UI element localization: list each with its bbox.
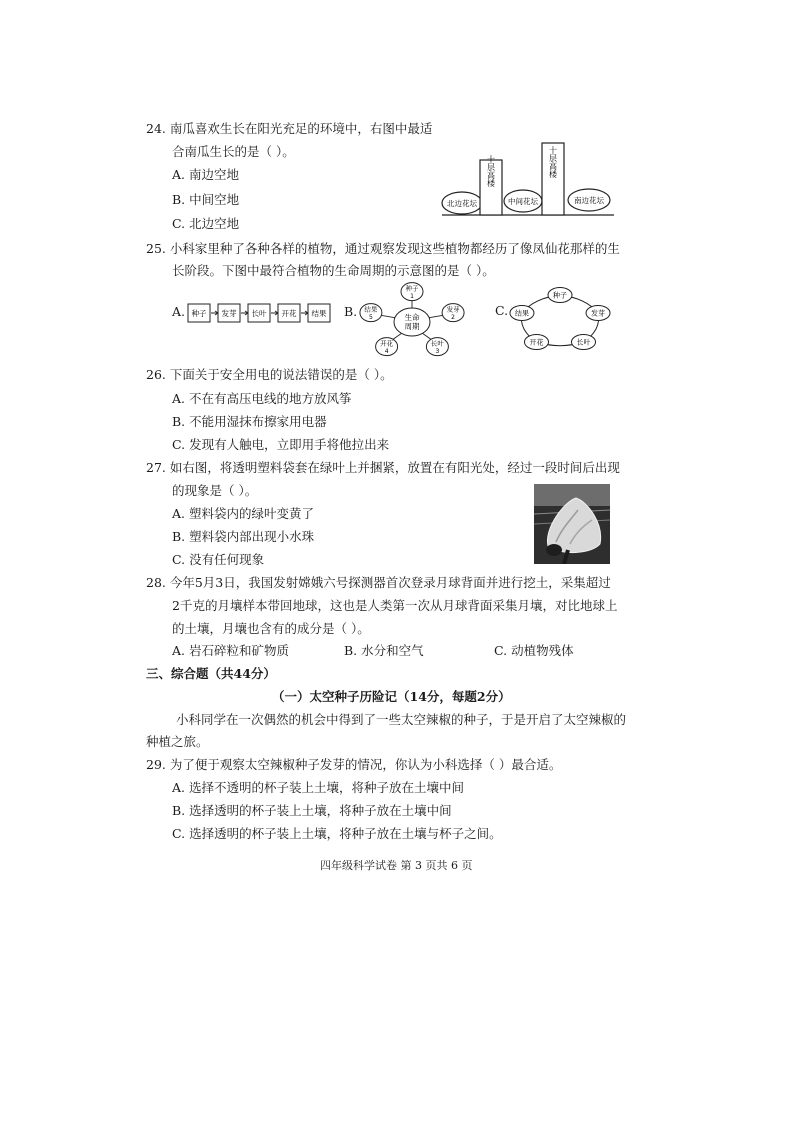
q26-option-c: C. 发现有人触电，立即用手将他拉出来 [172, 437, 390, 452]
section3-title: 三、综合题（共44分） [146, 666, 276, 681]
q25-stem-line1: 25. 小科家里种了各种各样的植物，通过观察发现这些植物都经历了像凤仙花那样的生 [146, 241, 620, 256]
q28-option-a: A. 岩石碎粒和矿物质 [172, 643, 289, 658]
cycle-b-center-label: 生命 [404, 313, 420, 322]
q26-option-a: A. 不在有高压电线的地方放风筝 [172, 391, 352, 406]
q27-photo-bagged-leaves [534, 484, 610, 564]
q25-label-b: B. [344, 304, 358, 319]
cycle-b-node-name: 结果 [364, 305, 378, 314]
q24-option-c: C. 北边空地 [172, 216, 240, 231]
q29-option-c: C. 选择透明的杯子装上土壤，将种子放在土壤与杯子之间。 [172, 826, 502, 841]
q24-stem-line2: 合南瓜生长的是（ ）。 [172, 144, 295, 159]
cycle-b-center-label: 周期 [404, 322, 420, 331]
q24-stem-line1: 24. 南瓜喜欢生长在阳光充足的环境中，右图中最适 [146, 121, 433, 136]
q27-stem-line2: 的现象是（ ）。 [172, 483, 258, 498]
south-bed-label: 南边花坛 [574, 196, 604, 205]
cycle-b-node-number: 2 [451, 314, 455, 322]
q24-option-a: A. 南边空地 [172, 167, 239, 182]
section3-intro-line2: 种植之旅。 [146, 734, 209, 749]
cycle-b-node-number: 5 [369, 314, 373, 322]
chain-a-stage-label: 种子 [191, 309, 207, 318]
chain-a-stage-label: 结果 [311, 309, 327, 318]
chain-a-stage-label: 开花 [281, 309, 297, 318]
cycle-c-stage-label: 发芽 [591, 309, 606, 318]
q29-option-a: A. 选择不透明的杯子装上土壤，将种子放在土壤中间 [172, 780, 464, 795]
q25-stem-line2: 长阶段。下图中最符合植物的生命周期的示意图的是（ ）。 [172, 263, 495, 278]
q28-stem-line3: 的土壤，月壤也含有的成分是（ ）。 [172, 621, 370, 636]
north-bed-label: 北边花坛 [447, 199, 477, 208]
q26-option-b: B. 不能用湿抹布擦家用电器 [172, 414, 327, 429]
cycle-b-node-name: 发芽 [446, 305, 460, 314]
q25-figure-a-chain [186, 300, 336, 328]
cycle-c-stage-label: 开花 [529, 338, 544, 347]
q25-figure-b-cycle [356, 282, 468, 360]
cycle-b-node-name: 开花 [380, 339, 394, 348]
cycle-b-node-name: 种子 [405, 284, 419, 293]
section3-subtitle: （一）太空种子历险记（14分，每题2分） [272, 689, 511, 704]
q29-stem: 29. 为了便于观察太空辣椒种子发芽的情况，你认为小科选择（ ）最合适。 [146, 757, 562, 772]
q25-label-a: A. [172, 304, 186, 319]
cycle-b-node-number: 1 [410, 293, 414, 301]
section3-intro-line1: 小科同学在一次偶然的机会中得到了一些太空辣椒的种子，于是开启了太空辣椒的 [176, 712, 627, 727]
chain-a-stage-label: 长叶 [251, 309, 267, 318]
q28-stem-line2: 2千克的月壤样本带回地球，这也是人类第一次从月球背面采集月壤，对比地球上 [172, 598, 618, 613]
page-footer: 四年级科学试卷 第 3 页共 6 页 [320, 859, 473, 872]
q27-option-a: A. 塑料袋内的绿叶变黄了 [172, 506, 314, 521]
middle-bed-label: 中间花坛 [508, 197, 538, 206]
cycle-c-stage-label: 长叶 [576, 338, 591, 347]
q29-option-b: B. 选择透明的杯子装上土壤，将种子放在土壤中间 [172, 803, 452, 818]
q25-figure-c-cycle [508, 284, 612, 358]
q25-label-c: C. [495, 303, 509, 318]
q24-option-b: B. 中间空地 [172, 192, 240, 207]
q27-stem-line1: 27. 如右图，将透明塑料袋套在绿叶上并捆紧，放置在有阳光处，经过一段时间后出现 [146, 460, 620, 475]
q28-option-b: B. 水分和空气 [344, 643, 424, 658]
q27-option-b: B. 塑料袋内部出现小水珠 [172, 529, 315, 544]
building-right-label: 十层高楼 [548, 146, 558, 178]
cycle-b-node-name: 长叶 [430, 339, 444, 348]
building-left-label: 十层高楼 [486, 155, 496, 187]
q27-option-c: C. 没有任何现象 [172, 552, 265, 567]
cycle-c-stage-label: 结果 [514, 309, 529, 318]
cycle-b-node-number: 3 [435, 348, 440, 356]
cycle-b-node-number: 4 [384, 348, 389, 356]
q24-figure-flowerbeds [440, 138, 616, 218]
q26-stem: 26. 下面关于安全用电的说法错误的是（ ）。 [146, 367, 393, 382]
chain-a-stage-label: 发芽 [221, 309, 237, 318]
cycle-c-stage-label: 种子 [553, 291, 567, 300]
q28-option-c: C. 动植物残体 [494, 643, 574, 658]
q28-stem-line1: 28. 今年5月3日，我国发射嫦娥六号探测器首次登录月球背面并进行挖土，采集超过 [146, 575, 611, 590]
bagged-leaves-image [534, 484, 610, 564]
